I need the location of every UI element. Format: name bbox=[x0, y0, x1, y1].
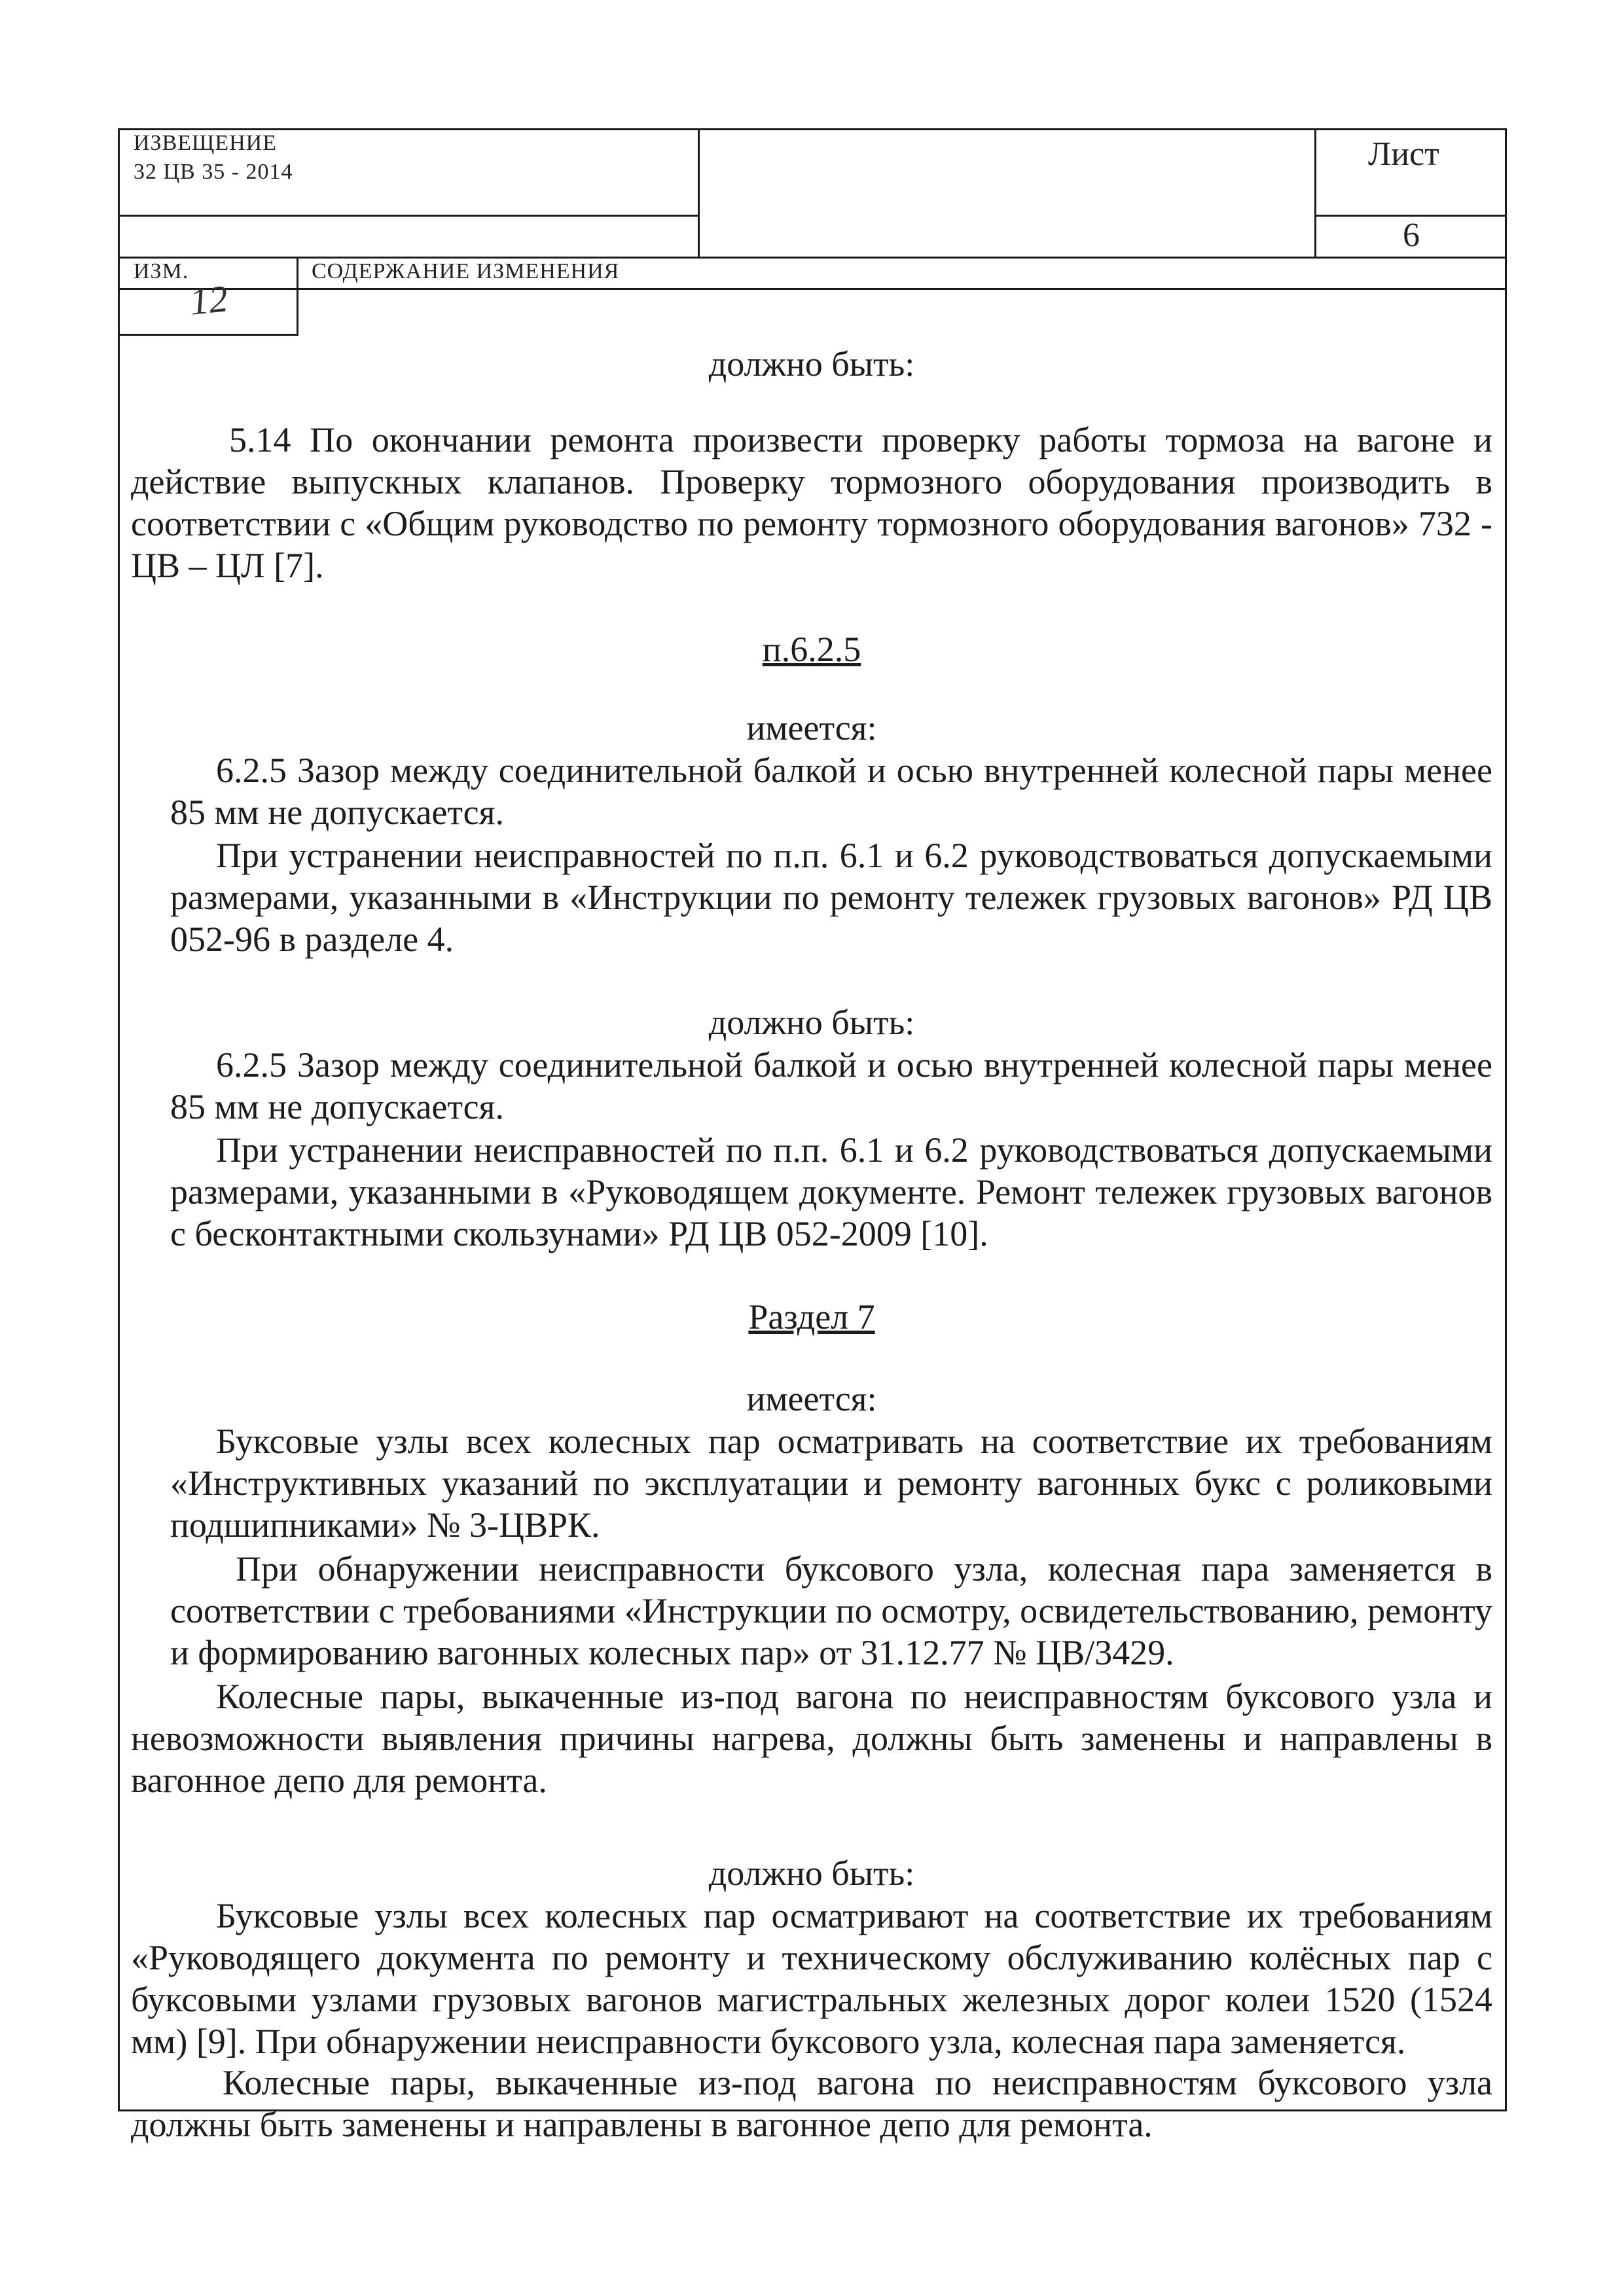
section-heading: должно быть: bbox=[708, 1003, 915, 1042]
header-divider bbox=[1314, 128, 1316, 257]
content-label: СОДЕРЖАНИЕ ИЗМЕНЕНИЯ bbox=[312, 259, 620, 283]
paragraph: 6.2.5 Зазор между соединительной балкой и осью внутренней колесной пары менее 85 мм не допускается. bbox=[170, 751, 1492, 832]
notice-number: 32 ЦВ 35 - 2014 bbox=[134, 160, 293, 184]
paragraph: При устранении неисправностей по п.п. 6.1 и 6.2 руководствоваться допускаемыми размерами, указанными в «Руководящем документе. Ремонт тележек грузовых вагонов с бесконтактными скользунами» РД ЦВ 052-2009 [10]. bbox=[170, 1130, 1492, 1253]
header-line bbox=[118, 334, 298, 336]
paragraph: При обнаружении неисправности буксового узла, колесная пара заменяется в соответствии с требованиями «Инструкции по осмотру, освидетельствованию, ремонту и формированию вагонных колесных пар» от 31.12.77 № ЦВ/3429. bbox=[170, 1549, 1492, 1672]
sheet-label: Лист bbox=[1368, 135, 1439, 173]
section-title: п.6.2.5 bbox=[762, 630, 861, 669]
paragraph: Колесные пары, выкаченные из-под вагона по неисправностям буксового узла должны быть заменены и направлены в вагонное депо для ремонта. bbox=[131, 2063, 1492, 2144]
revision-label: ИЗМ. bbox=[134, 259, 189, 283]
paragraph: Буксовые узлы всех колесных пар осматривать на соответствие их требованиям «Инструктивных указаний по эксплуатации и ремонту вагонных букс с роликовыми подшипниками» № 3-ЦВРК. bbox=[170, 1422, 1492, 1545]
section-heading: имеется: bbox=[746, 1379, 877, 1418]
paragraph: Буксовые узлы всех колесных пар осматривают на соответствие их требованиям «Руководящего документа по ремонту и техническому обслуживанию колёсных пар с буксовыми узлами грузовых вагонов магистральных железных дорог колеи 1520 (1524 мм) [9]. При обнаружении неисправности буксового узла, колесная пара заменяется. bbox=[131, 1896, 1492, 2061]
sheet-number: 6 bbox=[1403, 217, 1420, 254]
paragraph: 5.14 По окончании ремонта произвести проверку работы тормоза на вагоне и действие выпускных клапанов. Проверку тормозного оборудования производить в соответствии с «Общим руководство по ремонту тормозного оборудования вагонов» 732 - ЦВ – ЦЛ [7]. bbox=[131, 420, 1492, 585]
section-heading: должно быть: bbox=[708, 1854, 915, 1893]
header-divider bbox=[698, 128, 700, 257]
revision-number: 12 bbox=[187, 277, 230, 323]
paragraph: При устранении неисправностей по п.п. 6.1 и 6.2 руководствоваться допускаемыми размерами, указанными в «Инструкции по ремонту тележек грузовых вагонов» РД ЦВ 052-96 в разделе 4. bbox=[170, 836, 1492, 959]
paragraph: 6.2.5 Зазор между соединительной балкой и осью внутренней колесной пары менее 85 мм не допускается. bbox=[170, 1045, 1492, 1126]
header-divider bbox=[297, 257, 298, 335]
paragraph: Колесные пары, выкаченные из-под вагона по неисправностям буксового узла и невозможности выявления причины нагрева, должны быть заменены и направлены в вагонное депо для ремонта. bbox=[131, 1677, 1492, 1800]
notice-label: ИЗВЕЩЕНИЕ bbox=[134, 131, 277, 155]
section-title: Раздел 7 bbox=[748, 1297, 875, 1336]
section-heading: должно быть: bbox=[708, 344, 915, 384]
header-line bbox=[118, 288, 1507, 290]
header-line bbox=[118, 215, 699, 217]
section-heading: имеется: bbox=[746, 708, 877, 747]
header-line bbox=[118, 257, 1507, 259]
